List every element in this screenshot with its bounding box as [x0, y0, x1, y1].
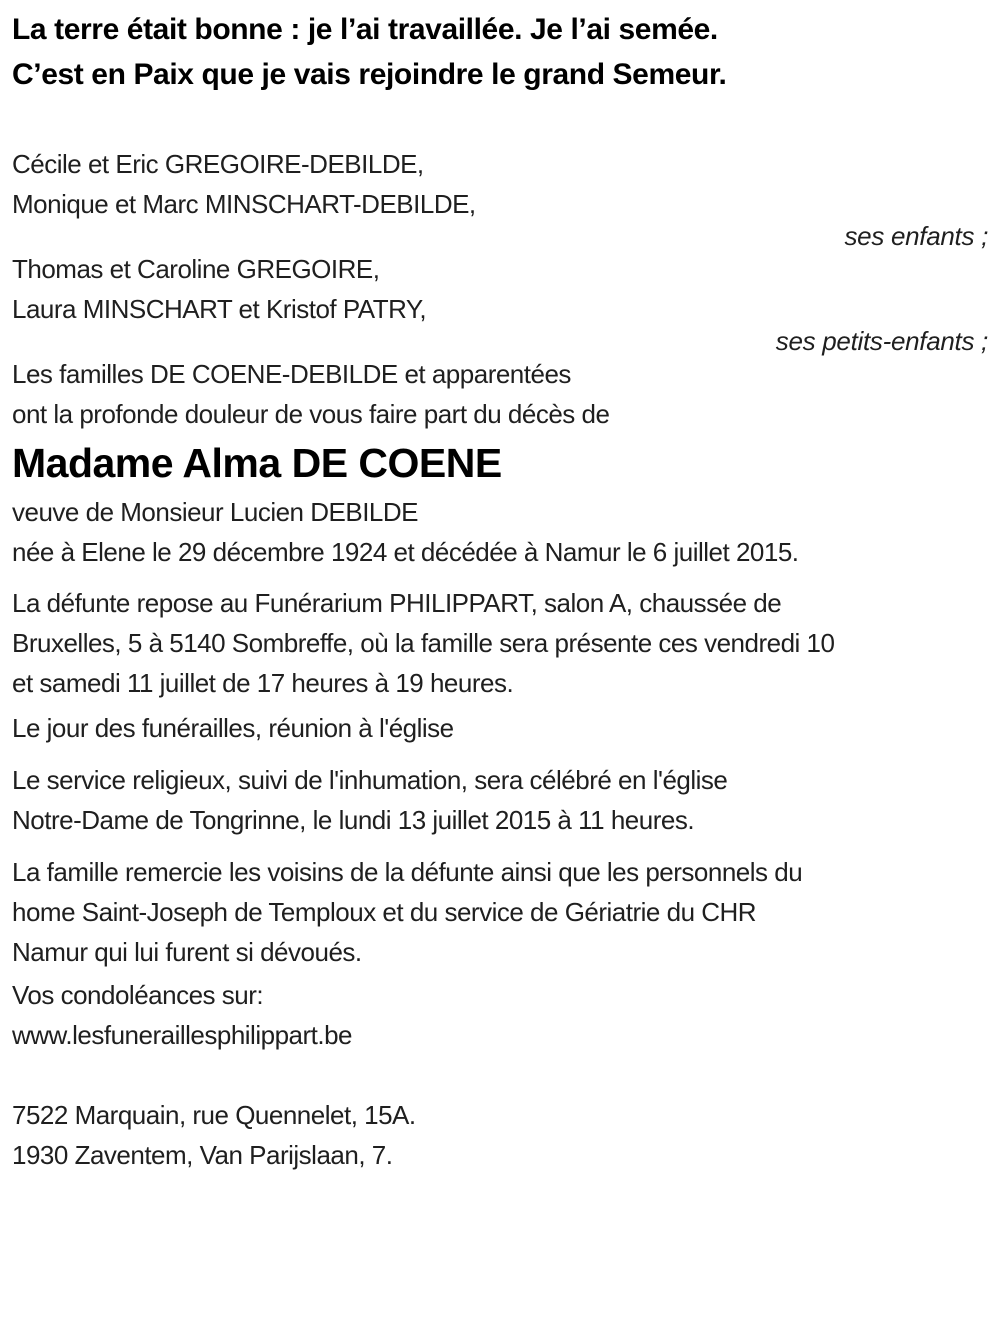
repose-line-3: et samedi 11 juillet de 17 heures à 19 heures. — [12, 668, 514, 698]
children-line-1: Cécile et Eric GREGOIRE-DEBILDE, — [12, 149, 424, 179]
epigraph — [12, 7, 988, 97]
family-list — [12, 144, 988, 394]
thanks-paragraph — [12, 852, 988, 972]
repose-line-1: La défunte repose au Funérarium PHILIPPART, salon A, chaussée de — [12, 588, 782, 618]
thanks-line-3: Namur qui lui furent si dévoués. — [12, 937, 362, 967]
thanks-line-2: home Saint-Joseph de Temploux et du service de Gériatrie du CHR — [12, 897, 757, 927]
grandchildren-line-2: Laura MINSCHART et Kristof PATRY, — [12, 294, 427, 324]
condolences-label: Vos condoléances sur: — [12, 980, 264, 1010]
thanks-line-1: La famille remercie les voisins de la défunte ainsi que les personnels du — [12, 857, 803, 887]
service-line-1: Le service religieux, suivi de l'inhumation, sera célébré en l'église — [12, 765, 728, 795]
website-link[interactable]: www.lesfuneraillesphilippart.be — [12, 1020, 353, 1050]
address-line-1: 7522 Marquain, rue Quennelet, 15A. — [12, 1100, 416, 1130]
repose-line-2: Bruxelles, 5 à 5140 Sombreffe, où la famille sera présente ces vendredi 10 — [12, 628, 835, 658]
announcement-line: ont la profonde douleur de vous faire part du décès de — [12, 399, 610, 429]
epigraph-line-1: La terre était bonne : je l’ai travaillée. Je l’ai semée. — [12, 13, 718, 46]
service-line-2: Notre-Dame de Tongrinne, le lundi 13 juillet 2015 à 11 heures. — [12, 805, 695, 835]
deceased-name: Madame Alma DE COENE — [12, 440, 502, 486]
repose-paragraph — [12, 583, 988, 703]
condolences-section — [12, 975, 988, 1015]
related-families-line: Les familles DE COENE-DEBILDE et apparentées — [12, 359, 571, 389]
epigraph-line-2: C’est en Paix que je vais rejoindre le grand Semeur. — [12, 58, 727, 91]
birth-death-line: née à Elene le 29 décembre 1924 et décédée à Namur le 6 juillet 2015. — [12, 537, 799, 567]
service-paragraph — [12, 760, 988, 840]
meeting-line: Le jour des funérailles, réunion à l'église — [12, 713, 454, 743]
addresses — [12, 1095, 988, 1175]
grandchildren-line-1: Thomas et Caroline GREGOIRE, — [12, 254, 380, 284]
children-role-label: ses enfants ; — [844, 221, 988, 251]
address-line-2: 1930 Zaventem, Van Parijslaan, 7. — [12, 1140, 393, 1170]
grandchildren-role-label: ses petits-enfants ; — [775, 326, 988, 356]
widow-line: veuve de Monsieur Lucien DEBILDE — [12, 497, 419, 527]
children-line-2: Monique et Marc MINSCHART-DEBILDE, — [12, 189, 476, 219]
meeting-paragraph — [12, 708, 988, 748]
